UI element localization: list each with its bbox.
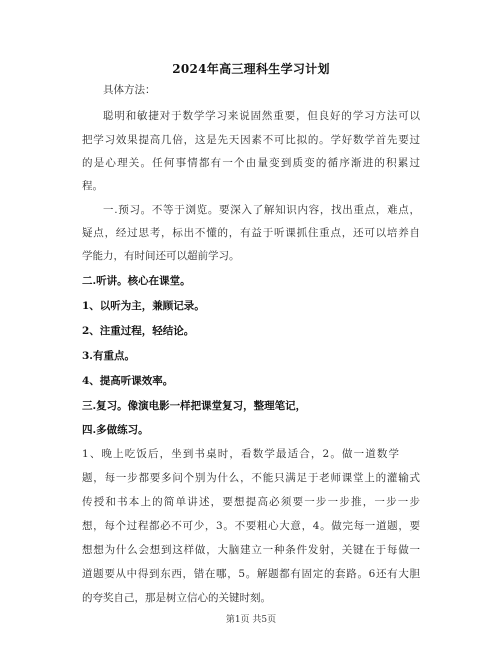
body-line: 想想为什么会想到这样做，大脑建立一种条件发射，关键在于每做一 (82, 544, 420, 556)
body-line: 的是心理关。任何事情都有一个由量变到质变的循序渐进的积累过 (82, 157, 420, 169)
body-line: 二.听讲。核心在课堂。 (82, 275, 191, 287)
body-line: 一.预习。不等于浏览。要深入了解知识内容，找出重点，难点， (103, 204, 420, 216)
document-title: 2024年高三理科生学习计划 (172, 62, 330, 76)
body-line: 1、以听为主，兼顾记录。 (82, 300, 205, 312)
body-line: 疑点，经过思考，标出不懂的，有益于听课抓住重点，还可以培养自 (82, 227, 420, 239)
body-line: 1、晚上吃饭后，坐到书桌时，看数学最适合，2。做一道数学 (82, 448, 399, 460)
body-line: 具体方法： (103, 84, 156, 96)
body-line: 程。 (82, 180, 103, 192)
body-line: 传授和书本上的简单讲述，要想提高必须要一步一步推，一步一步 (82, 496, 420, 508)
body-line: 想，每个过程都必不可少，3。不要粗心大意，4。做完每一道题，要 (82, 520, 420, 532)
body-line: 聪明和敏捷对于数学学习来说固然重要，但良好的学习方法可以 (103, 110, 420, 122)
body-line: 题，每一步都要多问个别为什么，不能只满足于老师课堂上的灌输式 (82, 472, 420, 484)
body-line: 四.多做练习。 (82, 424, 149, 436)
body-line: 2、注重过程，轻结论。 (82, 325, 195, 337)
body-line: 学能力，有时间还可以超前学习。 (82, 250, 240, 262)
body-line: 把学习效果提高几倍，这是先天因素不可比拟的。学好数学首先要过 (82, 134, 420, 146)
body-line: 道题要从中得到东西，错在哪，5。解题都有固定的套路。6还有大胆 (82, 568, 420, 580)
body-line: 的夸奖自己，那是树立信心的关键时刻。 (82, 592, 271, 604)
page-footer: 第1页 共5页 (225, 615, 277, 625)
body-line: 三.复习。像演电影一样把课堂复习，整理笔记， (82, 400, 307, 412)
body-line: 3.有重点。 (82, 350, 135, 362)
body-line: 4、提高听课效率。 (82, 375, 174, 387)
